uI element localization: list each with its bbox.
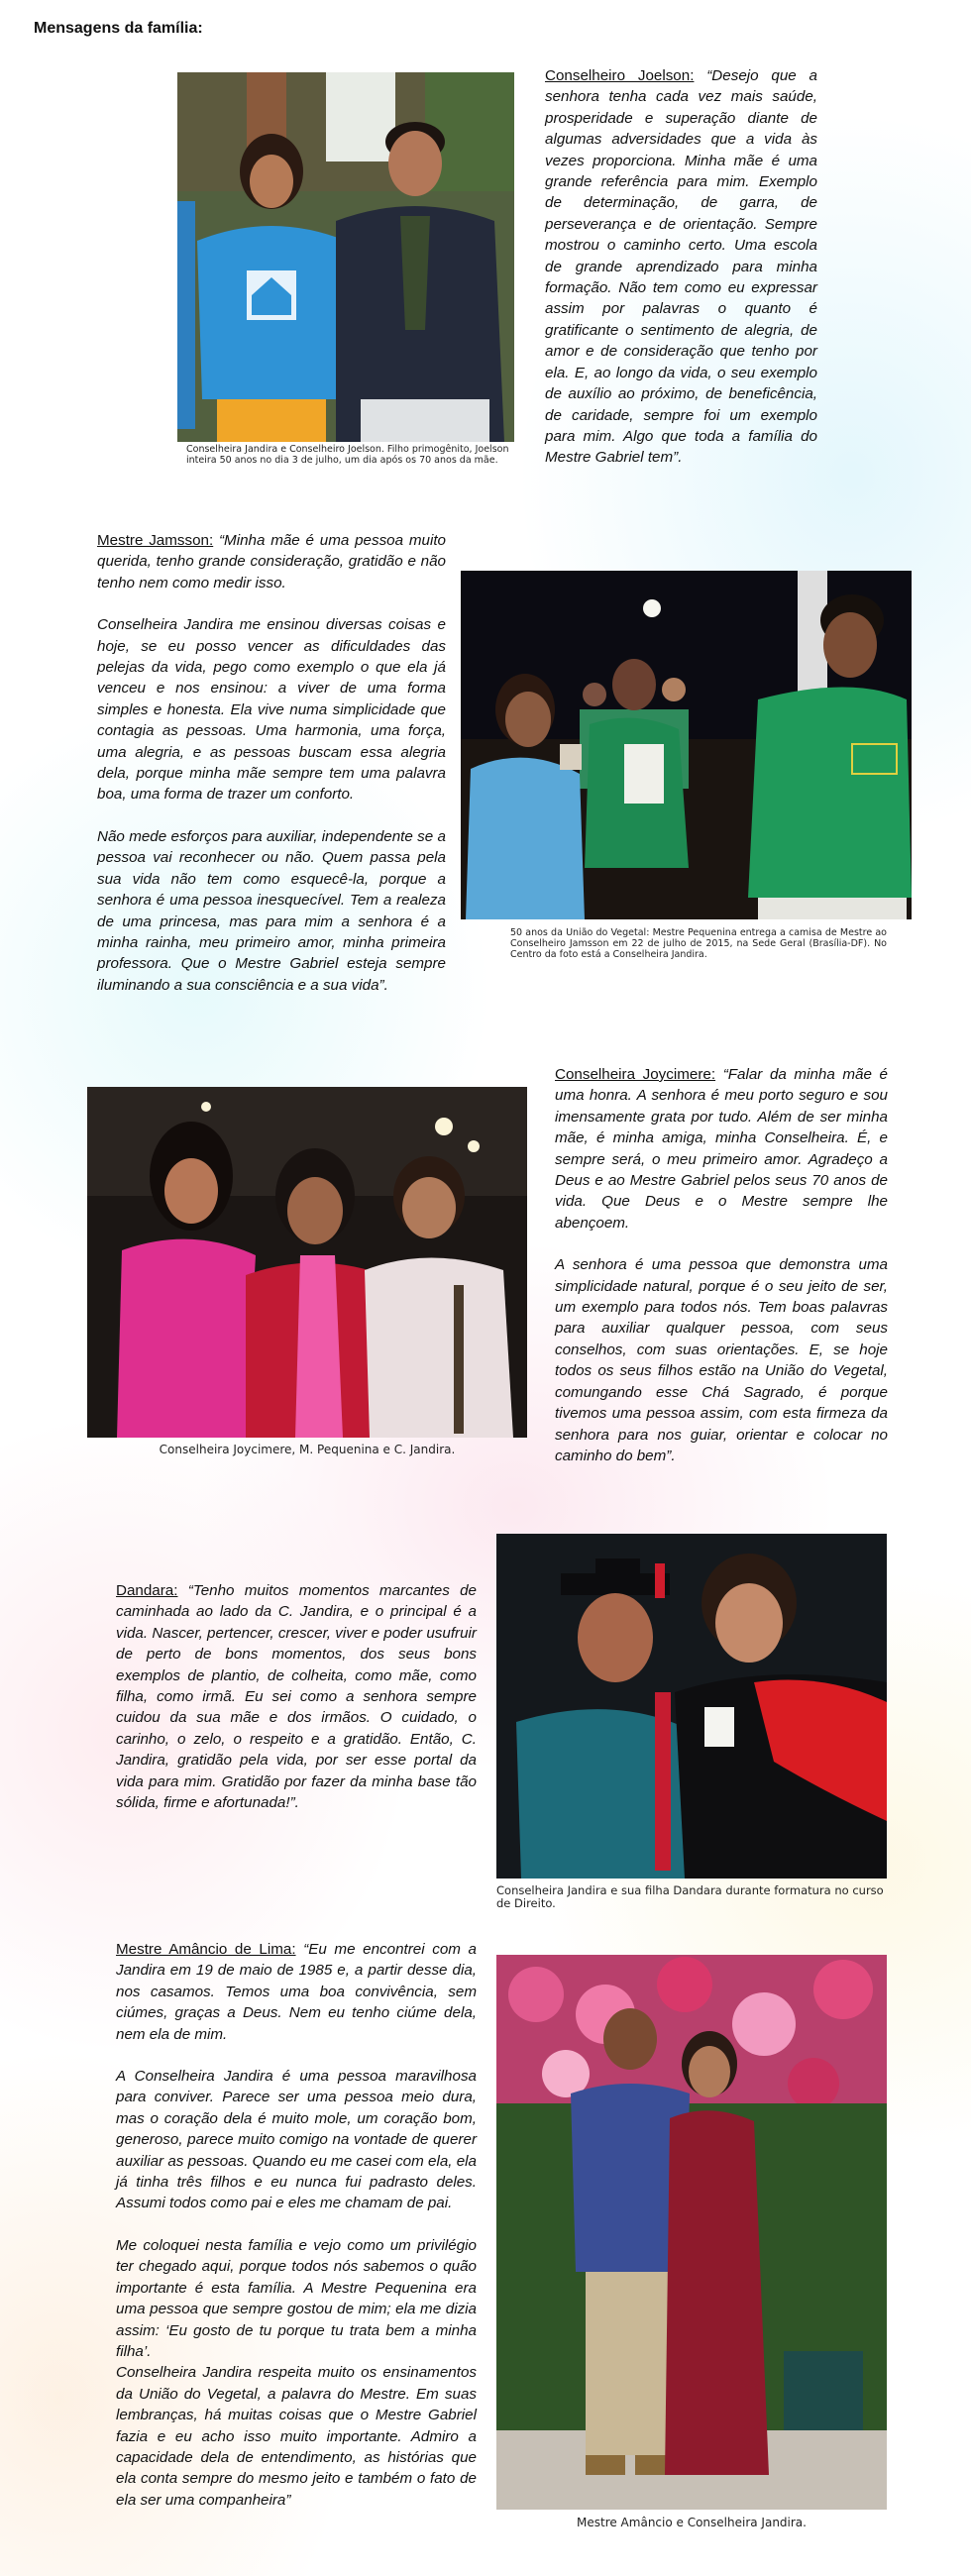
photo-caption: Conselheira Joycimere, M. Pequenina e C. Jandira.: [159, 1443, 456, 1456]
message-paragraph: [545, 65, 817, 469]
photo-joycimere-pequenina-jandira: [87, 1087, 527, 1438]
paragraph-text: “Minha mãe é uma pessoa muito querida, tenho grande consideração, gratidão e não tenho nem como medir isso.: [97, 532, 446, 591]
photo-amancio-jandira: [496, 1955, 887, 2510]
photo-caption: Conselheira Jandira e sua filha Dandara durante formatura no curso de Direito.: [496, 1883, 884, 1911]
message-joelson: [545, 65, 817, 469]
author-name: Conselheiro Joelson:: [545, 67, 695, 84]
author-name: Conselheira Joycimere:: [555, 1066, 716, 1083]
photo-caption: 50 anos da União do Vegetal: Mestre Pequenina entrega a camisa de Mestre ao Conselheiro Jamsson em 22 de julho de 2015, na Sede Geral (Brasília-DF). No Centro da foto está a Conselheira Jandira.: [510, 927, 887, 960]
paragraph-text: “Desejo que a senhora tenha cada vez mais saúde, prosperidade e superação diante de algumas adversidades que a vida às vezes proporciona. Minha mãe é uma grande referência para mim. Exemplo de determinação, de garra, de perseverança e de orientação. Sempre mostrou o caminho certo. Uma escola de grande aprendizado para minha formação. Não tem como eu expressar assim por palavras o quanto é gratificante o sentimento de alegria, de amor e de consideração que tenho por ela. E, ao longo da vida, o seu exemplo de auxílio ao próximo, de beneficência, de caridade, sempre foi um exemplo para mim. Algo que toda a família do Mestre Gabriel tem”.: [545, 67, 817, 467]
photo-caption: Mestre Amâncio e Conselheira Jandira.: [577, 2516, 807, 2529]
message-jamsson: [97, 530, 446, 996]
message-paragraph: Não mede esforços para auxiliar, independente se a pessoa vai reconhecer ou não. Quem passa pela sua vida não tem como esquecê-la, porque a senhora é uma pessoa inesquecível. Tem a realeza de uma princesa, mas para mim a senhora é a minha rainha, meu primeiro amor, minha primeira professora. Que o Mestre Gabriel esteja sempre iluminando a sua consciência e a sua vida”.: [97, 827, 446, 994]
message-paragraph: [116, 1939, 477, 2045]
message-paragraph: [97, 530, 446, 593]
author-name: Dandara:: [116, 1582, 178, 1599]
paragraph-text: “Eu me encontrei com a Jandira em 19 de maio de 1985 e, a partir desse dia, nos casamos. Temos uma boa convivência, sem ciúmes, graças a Deus. Nem eu tenho ciúme dela, nem ela de mim.: [116, 1941, 477, 2043]
paragraph-text: “Tenho muitos momentos marcantes de caminhada ao lado da C. Jandira, e o principal é a vida. Nascer, pertencer, crescer, viver e poder usufruir de perto de bons momentos, dos seus bons exemplos de plantio, de colheita, como mãe, como filha, como irmã. Eu sei como a senhora sempre cuidou da sua mãe e dos irmãos. O cuidado, o carinho, o zelo, o respeito e a gratidão. Então, C. Jandira, gratidão pela vida, por ser esse portal da vida para mim. Gratidão por fazer da minha base tão sólida, firme e afortunada!”.: [116, 1582, 477, 1812]
photo-dandara-graduation: [496, 1534, 887, 1878]
message-paragraph: [555, 1064, 888, 1234]
message-paragraph: A senhora é uma pessoa que demonstra uma simplicidade natural, porque é o seu jeito de ser, um exemplo para todos nós. Tem boas palavras para auxiliar qualquer pessoa, com seus conselhos, com suas orientações. E, se hoje todos os seus filhos estão na União do Vegetal, comungando esse Chá Sagrado, é porque tivemos uma pessoa assim, com esta firmeza da senhora para nos guiar, orientar e colocar no caminho do bem”.: [555, 1256, 888, 1464]
paragraph-text: “Falar da minha mãe é uma honra. A senhora é meu porto seguro e sou imensamente grata por tudo. Além de ser minha mãe, é minha amiga, minha Conselheira. É, e sempre será, o meu primeiro amor. Agradeço a Deus e ao Mestre Gabriel pelos seus 70 anos de vida. Que Deus e o Mestre sempre lhe abençoem.: [555, 1066, 888, 1232]
message-amancio: [116, 1939, 477, 2511]
photo-jamsson-ceremony: [461, 571, 912, 919]
photo-caption: Conselheira Jandira e Conselheiro Joelson. Filho primogênito, Joelson inteira 50 anos no dia 3 de julho, um dia após os 70 anos da mãe.: [186, 444, 509, 466]
author-name: Mestre Amâncio de Lima:: [116, 1941, 296, 1958]
message-paragraph: A Conselheira Jandira é uma pessoa maravilhosa para conviver. Parece ser uma pessoa meio dura, mas o coração dela é muito mole, um coração bom, generoso, parece muito comigo na vontade de querer auxiliar as pessoas. Quando eu me casei com ela, ela já tinha três filhos e eu nunca fui padrasto deles. Assumi todos como pai e eles me chamam de pai.: [116, 2068, 477, 2212]
author-name: Mestre Jamsson:: [97, 532, 214, 549]
message-paragraph: Conselheira Jandira me ensinou diversas coisas e hoje, se eu posso vencer as dificuldades das pelejas da vida, pego como exemplo o que ela já venceu e nos ensinou: a viver de uma forma simples e honesta. Ela vive numa simplicidade que contagia as pessoas. Uma harmonia, uma força, uma alegria, e as pessoas buscam essa alegria dela, porque minha mãe sempre tem uma palavra boa, uma forma de trazer um conforto.: [97, 616, 446, 804]
photo-jandira-joelson: [177, 72, 514, 442]
message-paragraph: Me coloquei nesta família e vejo como um privilégio ter chegado aqui, porque todos nós sabemos o quão importante é esta família. A Mestre Pequenina era uma pessoa que sempre gostou de mim; ela me dizia assim: ‘Eu gosto de tu porque tu trata bem a minha filha’. Conselheira Jandira respeita muito os ensinamentos da União do Vegetal, a palavra do Mestre. Em suas lembranças, há muitas coisas que o Mestre Gabriel fazia e eu acho isso muito importante. Admiro a capacidade dela de entendimento, as histórias que ela conta sempre do mesmo jeito e também o fato de ela ser uma companheira”: [116, 2236, 477, 2509]
page-heading: Mensagens da família:: [34, 20, 203, 37]
message-paragraph: [116, 1580, 477, 1813]
message-dandara: [116, 1580, 477, 1813]
message-joycimere: [555, 1064, 888, 1466]
